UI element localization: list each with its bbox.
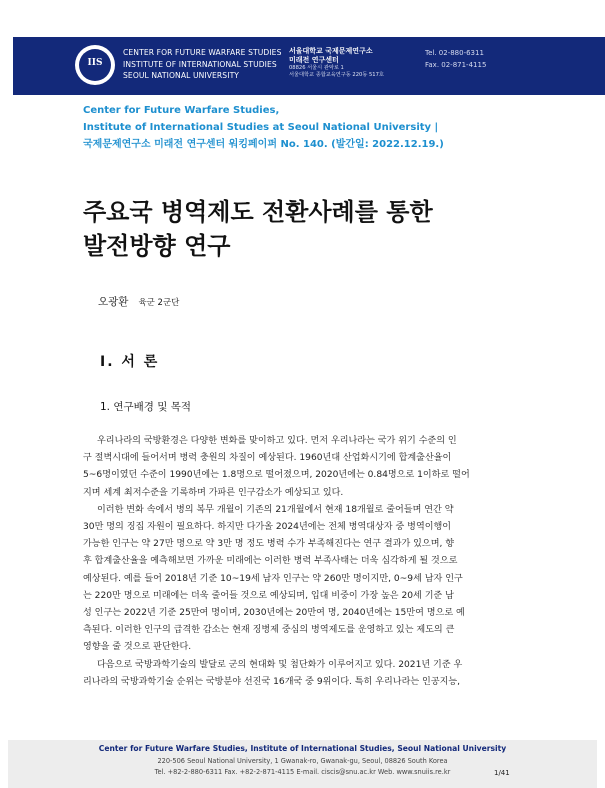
- header-fax: Fax. 02-871-4115: [425, 61, 487, 69]
- body-line: 리나라의 국방과학기술 순위는 국방분야 선진국 16개국 중 9위이다. 특히 우리나라는 인공지능,: [83, 676, 461, 687]
- body-line: 구 절벽시대에 들어서며 병력 충원의 차질이 예상된다. 1960년대 산업화시기에 합계출산율이: [83, 453, 452, 464]
- body-line: 이러한 변화 속에서 병의 복무 개월이 기존의 21개월에서 현재 18개월로 줄어들며 연간 약: [97, 504, 454, 515]
- body-paragraph: [83, 433, 512, 502]
- footer-institution: Center for Future Warfare Studies, Institute of International Studies, Seoul National University: [98, 744, 507, 753]
- body-line: 후 합계출산율을 예측해보면 가까운 미래에는 이러한 병력 부족사태는 더욱 심각하게 될 것으로: [83, 556, 458, 567]
- author-name: 오광환: [98, 296, 129, 308]
- header-contact: [425, 47, 486, 71]
- body-line: 성 인구는 2022년 기준 25만여 명이며, 2030년에는 20만여 명, 2040년에는 15만여 명으로 예: [83, 608, 465, 619]
- body-line: 측된다. 이러한 인구의 급격한 감소는 현재 징병제 중심의 병역제도를 운영하고 있는 제도의 큰: [83, 625, 455, 636]
- section-heading: Ⅰ. 서 론: [100, 354, 160, 370]
- header-ko-line: 서울대학교 국제문제연구소: [289, 47, 373, 55]
- meta-line: Institute of International Studies at Seoul National University |: [83, 122, 439, 133]
- header-en-line: INSTITUTE OF INTERNATIONAL STUDIES: [123, 59, 277, 69]
- header-english-name: [123, 47, 282, 82]
- body-line: 는 220만 명으로 미래에는 더욱 줄어들 것으로 예상되며, 입대 비중이 가장 높은 20세 기준 남: [83, 590, 454, 601]
- header-en-line: CENTER FOR FUTURE WARFARE STUDIES: [123, 48, 282, 57]
- header-korean-name: [289, 47, 384, 79]
- working-paper-info: [83, 102, 444, 153]
- snu-logo-icon: IIS: [75, 45, 115, 85]
- page-number: 1/41: [494, 769, 510, 777]
- author-byline: [98, 294, 179, 309]
- title-line: 발전방향 연구: [83, 232, 231, 260]
- meta-line: 국제문제연구소 미래전 연구센터 워킹페이퍼 No. 140. (발간일: 2022.12.19.): [83, 139, 444, 150]
- page-footer: [8, 740, 597, 788]
- body-line: 지며 세계 최저수준을 기록하며 가파른 인구감소가 예상되고 있다.: [83, 487, 344, 498]
- body-line: 30만 명의 징집 자원이 필요하다. 하지만 다가올 2024년에는 전체 병역대상자 중 병역이행이: [83, 522, 452, 533]
- body-line: 다음으로 국방과학기술의 발달로 군의 현대화 및 첨단화가 이루어지고 있다. 2021년 기준 우: [97, 659, 463, 670]
- header-address-line: 08826 서울시 관악로 1: [289, 65, 344, 71]
- footer-address: 220-506 Seoul National University, 1 Gwanak-ro, Gwanak-gu, Seoul, 08826 South Korea: [157, 757, 448, 765]
- body-paragraph: [83, 657, 512, 691]
- header-en-line: SEOUL NATIONAL UNIVERSITY: [123, 71, 240, 80]
- header-tel: Tel. 02-880-6311: [425, 49, 484, 57]
- header-ko-line: 미래전 연구센터: [289, 56, 339, 64]
- author-affiliation: 육군 2군단: [138, 298, 180, 308]
- body-line: 영향을 줄 것으로 판단한다.: [83, 642, 192, 653]
- top-margin: [0, 0, 605, 37]
- paper-title: [83, 195, 433, 263]
- subsection-heading: 1. 연구배경 및 목적: [100, 401, 192, 413]
- meta-line: Center for Future Warfare Studies,: [83, 105, 280, 116]
- body-paragraph: [83, 502, 512, 657]
- body-line: 5~6명이였던 수준이 1990년에는 1.8명으로 떨어졌으며, 2020년에는 0.84명으로 1이하로 떨어: [83, 470, 470, 481]
- page-header-banner: [13, 37, 605, 95]
- body-line: 우리나라의 국방환경은 다양한 변화를 맞이하고 있다. 먼저 우리나라는 국가 위기 수준의 인: [97, 436, 457, 446]
- body-line: 가능한 인구는 약 27만 명으로 약 3만 명 정도 병력 수가 부족해진다는 연구 결과가 있으며, 향: [83, 539, 455, 550]
- body-text: [83, 433, 512, 691]
- header-address-line: 서울대학교 종합교육연구동 220동 517호: [289, 72, 384, 78]
- footer-contact: Tel. +82-2-880-6311 Fax. +82-2-871-4115 E-mail. ciscis@snu.ac.kr Web. www.snuiis.re.kr: [154, 768, 451, 776]
- title-line: 주요국 병역제도 전환사례를 통한: [83, 198, 433, 226]
- body-line: 예상된다. 예를 들어 2018년 기준 10~19세 남자 인구는 약 260만 명이지만, 0~9세 남자 인구: [83, 573, 463, 584]
